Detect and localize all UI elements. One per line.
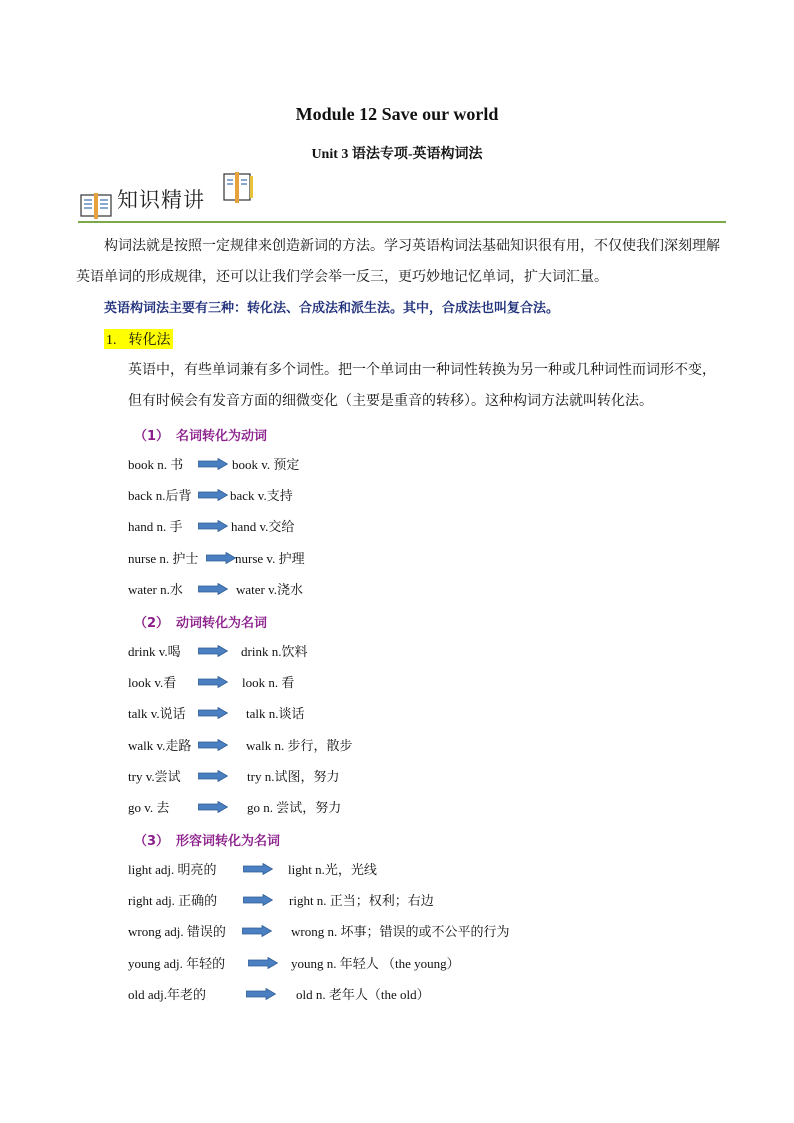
subsection-number: （1） <box>134 429 170 444</box>
source-word: back n.后背 <box>128 488 192 503</box>
notebook-icon <box>222 172 254 204</box>
right-arrow-icon <box>198 458 228 470</box>
conversion-row <box>128 766 728 786</box>
subsection-number: （3） <box>134 834 170 849</box>
document-subtitle: Unit 3 语法专项-英语构词法 <box>311 147 483 162</box>
right-arrow-icon <box>198 801 228 813</box>
conversion-row <box>128 953 728 973</box>
banner-label: 知识精讲 <box>117 188 205 212</box>
right-arrow-icon <box>243 863 273 875</box>
subsection-title: 动词转化为名词 <box>176 616 268 631</box>
converted-word: nurse v. 护理 <box>235 551 305 566</box>
conversion-row <box>128 735 728 755</box>
right-arrow-icon <box>198 770 228 782</box>
source-word: old adj.年老的 <box>128 987 206 1002</box>
conversion-row <box>128 921 728 941</box>
converted-word: drink n.饮料 <box>241 644 308 659</box>
conversion-row <box>128 984 728 1004</box>
conversion-row <box>128 579 728 599</box>
right-arrow-icon <box>246 988 276 1000</box>
converted-word: young n. 年轻人 （the young） <box>291 956 460 971</box>
converted-word: right n. 正当；权利；右边 <box>289 893 434 908</box>
converted-word: talk n.谈话 <box>246 706 305 721</box>
subsection-number: （2） <box>134 616 170 631</box>
source-word: light adj. 明亮的 <box>128 862 217 877</box>
conversion-row <box>128 859 728 879</box>
right-arrow-icon <box>248 957 278 969</box>
source-word: go v. 去 <box>128 800 170 815</box>
conversion-row <box>128 890 728 910</box>
intro-line-1: 构词法就是按照一定规律来创造新词的方法。学习英语构词法基础知识很有用，不仅使我们深刻理解 <box>104 238 720 254</box>
right-arrow-icon <box>198 676 228 688</box>
converted-word: old n. 老年人（the old） <box>296 987 430 1002</box>
section-number: 1. <box>106 333 117 348</box>
source-word: look v.看 <box>128 675 177 690</box>
converted-word: try n.试图，努力 <box>247 769 340 784</box>
section-desc-2: 但有时候会有发音方面的细微变化（主要是重音的转移）。这种构词方法就叫转化法。 <box>128 393 653 409</box>
intro-line-2: 英语单词的形成规律，还可以让我们学会举一反三，更巧妙地记忆单词，扩大词汇量。 <box>76 269 608 285</box>
right-arrow-icon <box>198 583 228 595</box>
conversion-row <box>128 548 728 568</box>
section-banner <box>78 170 726 224</box>
source-word: drink v.喝 <box>128 644 181 659</box>
converted-word: hand v.交给 <box>231 519 295 534</box>
source-word: nurse n. 护士 <box>128 551 199 566</box>
converted-word: water v.浇水 <box>236 582 304 597</box>
source-word: walk v.走路 <box>128 738 192 753</box>
open-book-icon <box>80 192 112 220</box>
conversion-row <box>128 797 728 817</box>
converted-word: light n.光，光线 <box>288 862 377 877</box>
right-arrow-icon <box>198 645 228 657</box>
subsection-title: 名词转化为动词 <box>176 429 268 444</box>
right-arrow-icon <box>206 552 236 564</box>
converted-word: back v.支持 <box>230 488 293 503</box>
conversion-row <box>128 485 728 505</box>
source-word: young adj. 年轻的 <box>128 956 226 971</box>
document-title: Module 12 Save our world <box>295 104 499 124</box>
source-word: book n. 书 <box>128 457 184 472</box>
right-arrow-icon <box>198 520 228 532</box>
right-arrow-icon <box>242 925 272 937</box>
converted-word: wrong n. 坏事；错误的或不公平的行为 <box>291 924 510 939</box>
right-arrow-icon <box>198 489 228 501</box>
source-word: hand n. 手 <box>128 519 183 534</box>
subsection-heading <box>134 612 267 631</box>
converted-word: go n. 尝试，努力 <box>247 800 342 815</box>
section-heading <box>104 329 173 349</box>
conversion-row <box>128 703 728 723</box>
conversion-row <box>128 641 728 661</box>
converted-word: book v. 预定 <box>232 457 300 472</box>
subsection-title: 形容词转化为名词 <box>176 834 281 849</box>
source-word: talk v.说话 <box>128 706 186 721</box>
conversion-row <box>128 454 728 474</box>
conversion-row <box>128 516 728 536</box>
source-word: water n.水 <box>128 582 183 597</box>
conversion-row <box>128 672 728 692</box>
source-word: try v.尝试 <box>128 769 181 784</box>
converted-word: walk n. 步行，散步 <box>246 738 353 753</box>
right-arrow-icon <box>198 707 228 719</box>
summary-text: 英语构词法主要有三种：转化法、合成法和派生法。其中，合成法也叫复合法。 <box>104 301 560 316</box>
source-word: wrong adj. 错误的 <box>128 924 226 939</box>
section-title: 转化法 <box>128 332 171 348</box>
converted-word: look n. 看 <box>242 675 295 690</box>
subsection-heading <box>134 425 267 444</box>
subsection-heading <box>134 830 280 849</box>
right-arrow-icon <box>243 894 273 906</box>
source-word: right adj. 正确的 <box>128 893 218 908</box>
right-arrow-icon <box>198 739 228 751</box>
banner-divider <box>78 221 726 223</box>
section-desc-1: 英语中，有些单词兼有多个词性。把一个单词由一种词性转换为另一种或几种词性而词形不变， <box>128 362 716 378</box>
